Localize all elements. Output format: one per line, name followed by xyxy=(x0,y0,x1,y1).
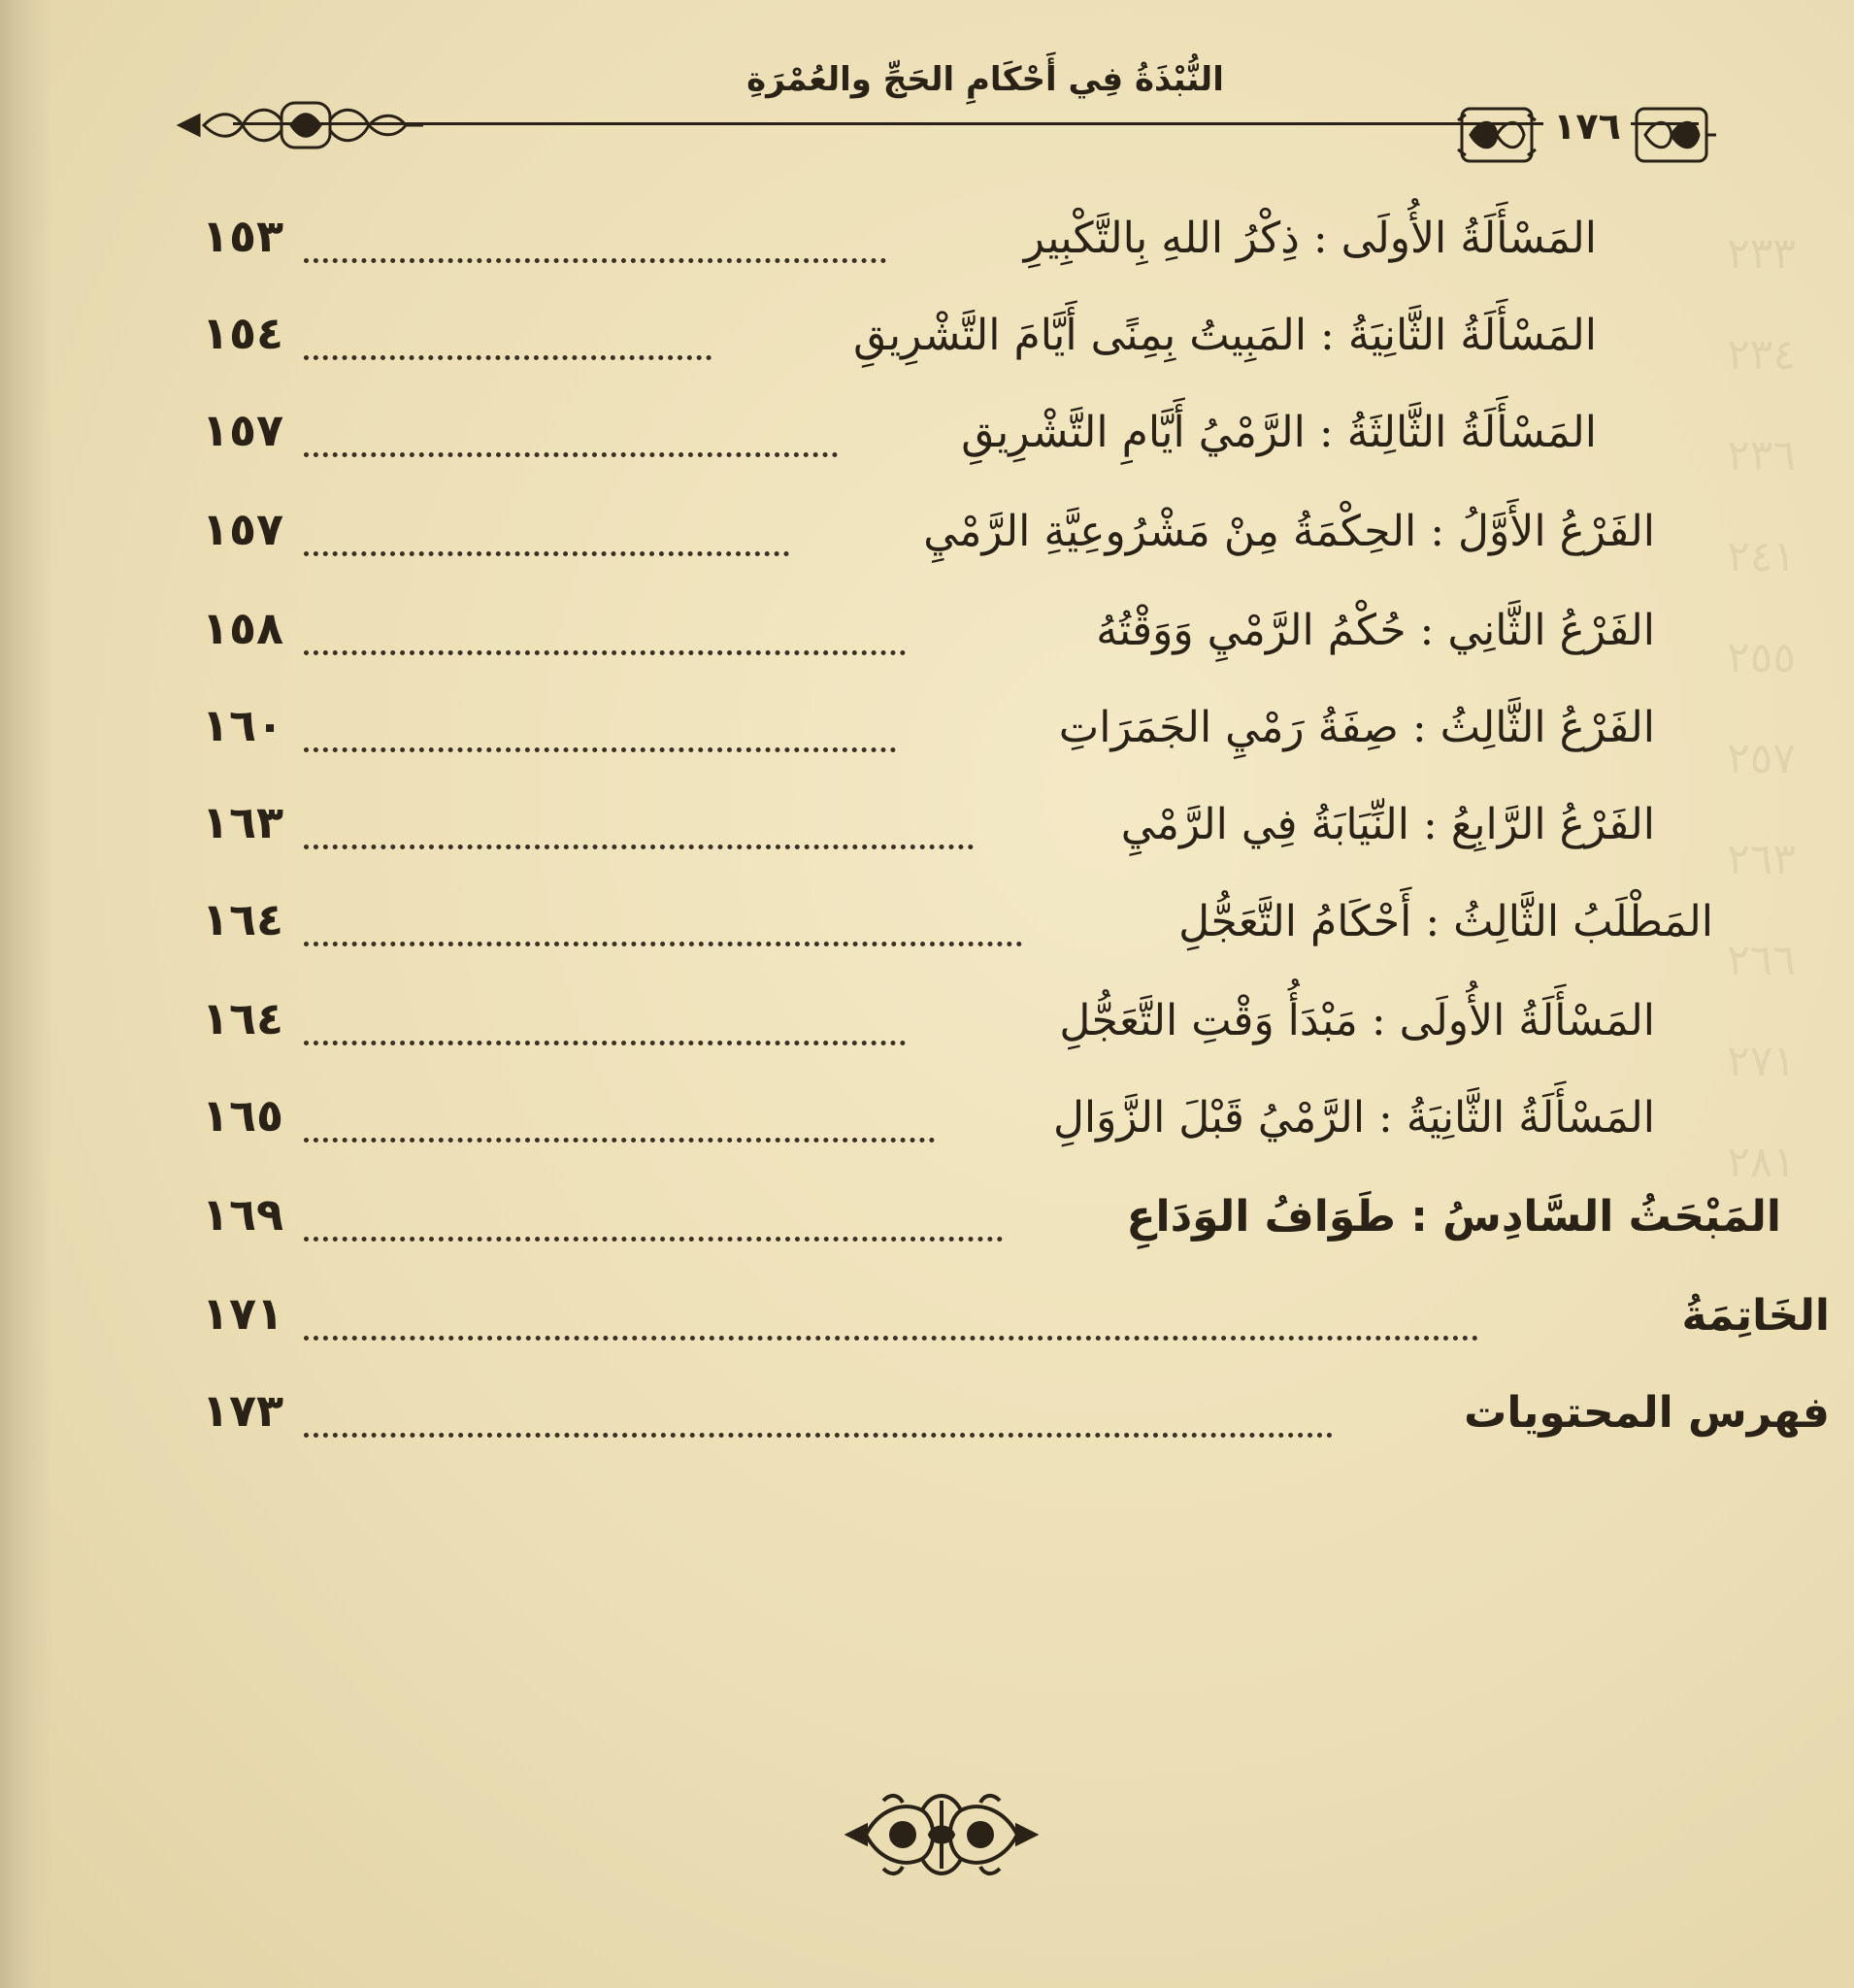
toc-entry-page: ١٦٠ xyxy=(201,699,284,751)
toc-entry-page: ١٥٧ xyxy=(201,503,284,555)
toc-entry-label: المَسْأَلَةُ الثَّالِثَةُ : الرَّمْيُ أَيَّامِ التَّشْرِيقِ xyxy=(961,408,1597,457)
footer-ornament-icon xyxy=(844,1781,1039,1888)
toc-entry[interactable] xyxy=(189,1083,1723,1161)
running-title-text: النُّبْذَةُ فِي أَحْكَامِ الحَجِّ والعُمْرَةِ xyxy=(746,60,1224,99)
toc-entry-page: ١٥٨ xyxy=(201,602,284,654)
toc-entry-label: فهرس المحتويات xyxy=(1464,1388,1830,1438)
toc-entry-page: ١٦٩ xyxy=(201,1188,284,1241)
toc-entry[interactable] xyxy=(189,497,1723,575)
toc-leader-dots xyxy=(304,355,712,360)
toc-entry-label: الفَرْعُ الرَّابِعُ : النِّيَابَةُ فِي الرَّمْيِ xyxy=(1120,800,1655,849)
toc-entry-page: ١٦٤ xyxy=(201,893,284,945)
toc-leader-dots xyxy=(304,1041,906,1045)
toc-entry-page: ١٧١ xyxy=(201,1287,284,1340)
toc-entry-label: المَطْلَبُ الثَّالِثُ : أَحْكَامُ التَّعَجُّلِ xyxy=(1178,897,1713,946)
toc-entry-label: المَسْأَلَةُ الثَّانِيَةُ : الرَّمْيُ قَبْلَ الزَّوَالِ xyxy=(1052,1093,1655,1143)
toc-entry-label: الخَاتِمَةُ xyxy=(1681,1291,1830,1341)
spine-shadow xyxy=(0,0,53,1988)
toc-leader-dots xyxy=(304,551,789,556)
toc-leader-dots xyxy=(304,452,838,457)
bleed-through: ٢٣٣ ٢٣٤ ٢٣٦ ٢٤١ ٢٥٥ ٢٥٧ ٢٦٣ ٢٦٦ ٢٧١ ٢٨١ xyxy=(1727,229,1796,1187)
toc-entry[interactable] xyxy=(189,887,1723,965)
toc-entry[interactable] xyxy=(189,596,1723,674)
toc-entry-label: الفَرْعُ الأَوَّلُ : الحِكْمَةُ مِنْ مَشْرُوعِيَّةِ الرَّمْيِ xyxy=(923,507,1655,556)
toc-entry-page: ١٦٥ xyxy=(201,1089,284,1142)
toc-entry-page: ١٦٣ xyxy=(201,796,284,848)
toc-entry-page: ١٥٧ xyxy=(201,404,284,456)
toc-entry[interactable] xyxy=(189,1378,1830,1456)
toc-leader-dots xyxy=(304,747,896,752)
toc-entry-page: ١٥٣ xyxy=(201,210,284,262)
toc-leader-dots xyxy=(304,650,906,655)
toc-entry[interactable] xyxy=(189,204,1723,282)
toc-entry-label: الفَرْعُ الثَّالِثُ : صِفَةُ رَمْيِ الجَمَرَاتِ xyxy=(1058,703,1655,752)
toc-entry-page: ١٧٣ xyxy=(201,1384,284,1437)
toc-leader-dots xyxy=(304,258,886,263)
toc-leader-dots xyxy=(304,1138,935,1143)
toc-entry[interactable] xyxy=(189,1182,1781,1260)
toc-entry-label: المَسْأَلَةُ الثَّانِيَةُ : المَبِيتُ بِمِنًى أَيَّامَ التَّشْرِيقِ xyxy=(853,311,1597,360)
toc-entry-page: ١٦٤ xyxy=(201,992,284,1044)
toc-leader-dots xyxy=(304,1237,1003,1242)
toc-entry-label: المَسْأَلَةُ الأُولَى : ذِكْرُ اللهِ بِالتَّكْبِيرِ xyxy=(1023,214,1597,263)
toc-entry[interactable] xyxy=(189,986,1723,1064)
toc-entry[interactable] xyxy=(189,790,1723,868)
toc-entry[interactable] xyxy=(189,301,1723,379)
header-page-number: ١٧٦ xyxy=(1543,105,1631,148)
toc-entry[interactable] xyxy=(189,1281,1830,1359)
toc-leader-dots xyxy=(304,1433,1333,1438)
toc-entry-label: الفَرْعُ الثَّانِي : حُكْمُ الرَّمْيِ وَوَقْتُهُ xyxy=(1096,606,1655,655)
header-ornament-left-icon xyxy=(175,91,427,159)
header-ornament-right-icon xyxy=(1456,101,1539,169)
toc-leader-dots xyxy=(304,1336,1478,1341)
toc-entry[interactable] xyxy=(189,398,1723,476)
toc-entry-label: المَبْحَثُ السَّادِسُ : طَوَافُ الوَدَاعِ xyxy=(1126,1192,1781,1242)
toc-entry-label: المَسْأَلَةُ الأُولَى : مَبْدَأُ وَقْتِ التَّعَجُّلِ xyxy=(1059,996,1655,1045)
toc-leader-dots xyxy=(304,845,974,849)
toc-entry-page: ١٥٤ xyxy=(201,307,284,359)
page-ornament-right-icon xyxy=(1631,101,1718,169)
toc-entry[interactable] xyxy=(189,693,1723,771)
toc-leader-dots xyxy=(304,942,1022,946)
